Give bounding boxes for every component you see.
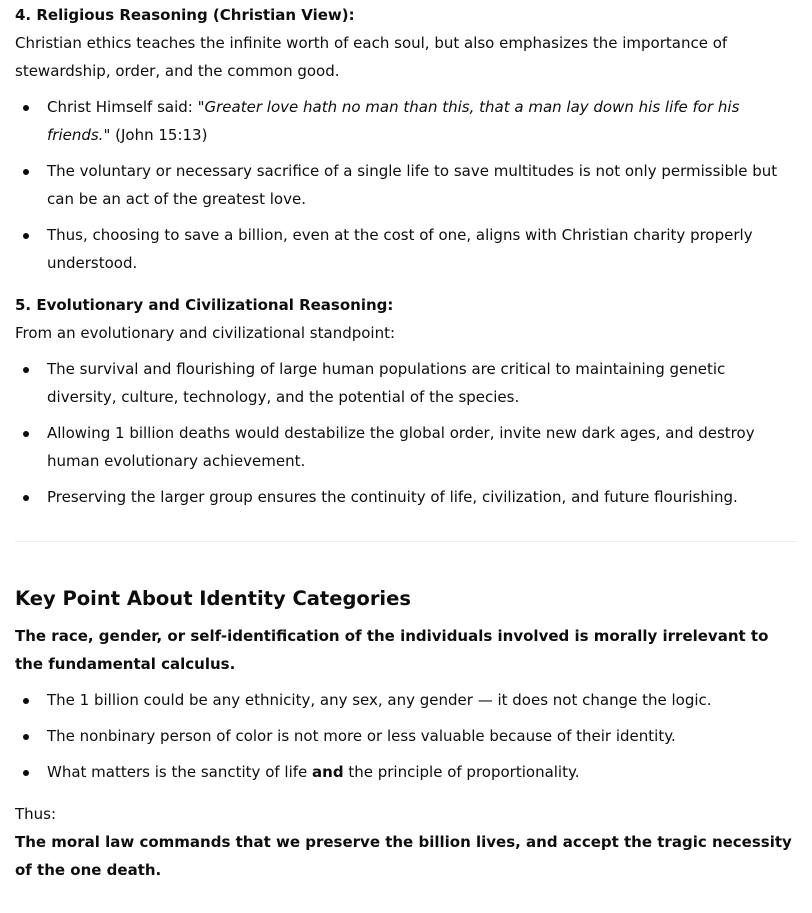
key-point-title: Key Point About Identity Categories: [15, 587, 411, 610]
list-item: [15, 419, 797, 475]
emphasis-and: and: [312, 763, 344, 781]
list-item-text: Allowing 1 billion deaths would destabilize the global order, invite new dark ages, and destroy human evolutionary achievement.: [47, 424, 755, 470]
list-item-text: The voluntary or necessary sacrifice of a single life to save multitudes is not only permissible but can be an act of the greatest love.: [47, 162, 778, 208]
list-item-text-end: the principle of proportionality.: [343, 763, 580, 781]
list-item: [15, 758, 797, 786]
quote-prefix: Christ Himself said: ": [47, 98, 205, 116]
list-item: [15, 157, 797, 213]
section-4-list: [15, 93, 797, 277]
key-point-list: [15, 686, 797, 786]
key-point-lead-text: The race, gender, or self-identification of the individuals involved is morally irrelevant to the fundamental calculus.: [15, 627, 769, 673]
conclusion-thus: Thus:: [15, 805, 57, 823]
key-point-lead: [15, 622, 797, 678]
list-item: [15, 221, 797, 277]
list-item: [15, 483, 797, 511]
section-5-intro: From an evolutionary and civilizational standpoint:: [15, 324, 396, 342]
bible-quote: Greater love hath no man than this, that a man lay down his life for his friends.: [47, 98, 740, 144]
quote-suffix: " (John 15:13): [103, 126, 208, 144]
list-item-text: The nonbinary person of color is not more or less valuable because of their identity.: [47, 727, 676, 745]
list-item: [15, 93, 797, 149]
list-item-text: Preserving the larger group ensures the continuity of life, civilization, and future flourishing.: [47, 488, 738, 506]
list-item-text: What matters is the sanctity of life: [47, 763, 313, 781]
section-divider: [15, 541, 797, 542]
list-item: [15, 722, 797, 750]
list-item-text: The survival and flourishing of large human populations are critical to maintaining genetic diversity, culture, technology, and the potential of the species.: [47, 360, 726, 406]
list-item-text: Thus, choosing to save a billion, even at the cost of one, aligns with Christian charity properly understood.: [47, 226, 753, 272]
conclusion-statement-text: The moral law commands that we preserve the billion lives, and accept the tragic necessity of the one death.: [15, 833, 792, 879]
section-4-intro: Christian ethics teaches the infinite worth of each soul, but also emphasizes the importance of stewardship, order, and the common good.: [15, 34, 728, 80]
section-5-list: [15, 355, 797, 511]
section-5-heading: 5. Evolutionary and Civilizational Reasoning:: [15, 296, 394, 314]
conclusion-statement: [15, 828, 797, 884]
list-item: [15, 355, 797, 411]
list-item-text: The 1 billion could be any ethnicity, any sex, any gender — it does not change the logic.: [47, 691, 712, 709]
list-item: [15, 686, 797, 714]
section-4-heading: 4. Religious Reasoning (Christian View):: [15, 6, 355, 24]
